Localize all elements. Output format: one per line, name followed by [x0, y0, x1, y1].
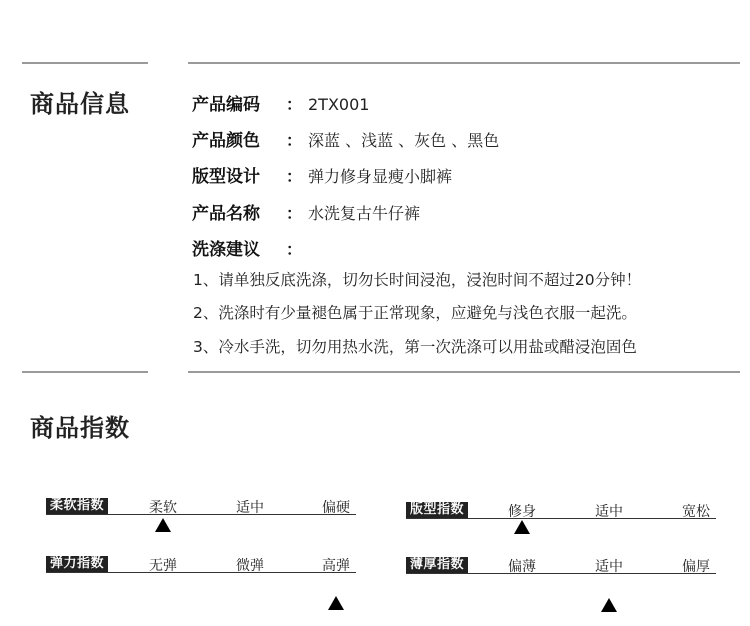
wash-note-3: 3、冷水手洗，切勿用热水洗，第一次洗涤可以用盐或醋浸泡固色	[193, 338, 637, 356]
info-row-name	[192, 199, 420, 224]
wash-note-1: 1、请单独反底洗涤，切勿长时间浸泡，浸泡时间不超过20分钟！	[193, 271, 642, 289]
info-row-design	[192, 162, 452, 187]
index-option: 偏薄	[508, 559, 536, 575]
index-fit	[406, 502, 716, 542]
index-scale-line	[46, 514, 356, 515]
info-value: 水洗复古牛仔裤	[308, 204, 421, 223]
top-rule-left	[22, 62, 148, 64]
info-label: 版型设计	[192, 167, 260, 187]
index-scale-line	[406, 573, 716, 574]
index-label: 薄厚指数	[406, 557, 468, 573]
index-elasticity	[46, 556, 356, 596]
index-option: 微弹	[236, 558, 264, 574]
index-option: 适中	[595, 559, 623, 575]
info-label: 产品名称	[192, 204, 260, 224]
info-colon: ：	[286, 204, 303, 223]
info-colon: ：	[286, 131, 303, 150]
info-row-color	[192, 126, 499, 151]
middle-rule-right	[188, 371, 740, 373]
selected-marker-icon	[601, 598, 617, 612]
info-value: 深蓝 、浅蓝 、灰色 、黑色	[308, 131, 500, 150]
index-label: 版型指数	[406, 502, 468, 518]
selected-marker-icon	[514, 520, 530, 534]
product-info-title: 商品信息	[30, 90, 130, 118]
info-colon: ：	[286, 240, 303, 259]
selected-marker-icon	[155, 518, 171, 532]
index-scale-line	[406, 518, 716, 519]
top-rule-right	[188, 62, 740, 64]
index-option: 修身	[508, 504, 536, 520]
info-colon: ：	[286, 95, 303, 114]
index-option: 偏厚	[682, 559, 710, 575]
index-option: 偏硬	[322, 500, 350, 516]
index-option: 宽松	[682, 504, 710, 520]
selected-marker-icon	[328, 596, 344, 610]
index-option: 适中	[595, 504, 623, 520]
index-option: 柔软	[149, 500, 177, 516]
index-option: 适中	[236, 500, 264, 516]
wash-note-2: 2、洗涤时有少量褪色属于正常现象，应避免与浅色衣服一起洗。	[193, 304, 637, 322]
index-label: 柔软指数	[46, 498, 108, 514]
info-label: 洗涤建议	[192, 240, 260, 260]
index-label: 弹力指数	[46, 556, 108, 572]
product-index-title: 商品指数	[30, 414, 130, 442]
index-thickness	[406, 557, 716, 597]
info-value: 弹力修身显瘦小脚裤	[308, 167, 453, 186]
info-label: 产品颜色	[192, 131, 260, 151]
info-colon: ：	[286, 167, 303, 186]
index-softness	[46, 498, 356, 538]
index-option: 无弹	[149, 558, 177, 574]
index-scale-line	[46, 572, 356, 573]
middle-rule-left	[22, 371, 148, 373]
info-label: 产品编码	[192, 95, 260, 115]
index-option: 高弹	[322, 558, 350, 574]
info-value: 2TX001	[308, 95, 370, 114]
info-row-code	[192, 90, 369, 115]
info-row-wash	[192, 235, 308, 260]
